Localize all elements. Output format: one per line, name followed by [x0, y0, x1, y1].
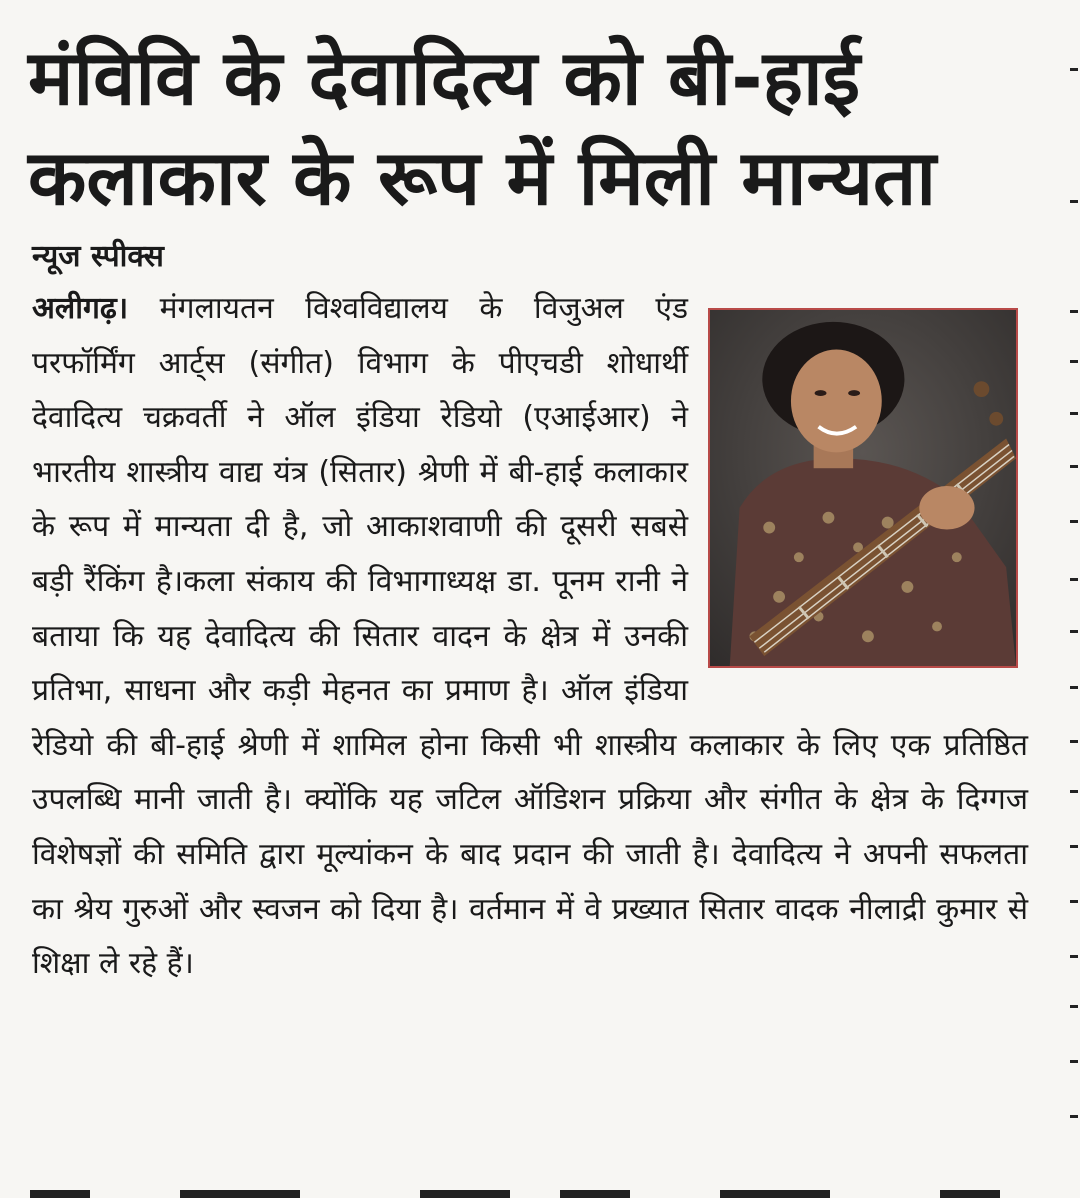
article-body-text: मंगलायतन विश्वविद्यालय के विजुअल एंड परफॉर्मिंग आर्ट्स (संगीत) विभाग के पीएचडी शोधार्थी देवादित्य चक्रवर्ती ने ऑल इंडिया रेडियो (एआईआर) ने भारतीय शास्त्रीय वाद्य यंत्र (सितार) श्रेणी में बी-हाई कलाकार के रूप में मान्यता दी है, जो आकाशवाणी की दूसरी सबसे बड़ी रैंकिंग है।कला संकाय की विभागाध्यक्ष डा. पूनम रानी ने बताया कि यह देवादित्य की सितार वादन के क्षेत्र में उनकी प्रतिभा, साधना और कड़ी मेहनत का प्रमाण है। ऑल इंडिया रेडियो की बी-हाई श्रेणी में शामिल होना किसी भी शास्त्रीय कलाकार के लिए एक प्रतिष्ठित उपलब्धि मानी जाती है। क्योंकि यह जटिल ऑडिशन प्रक्रिया और संगीत के क्षेत्र के दिग्गज विशेषज्ञों की समिति द्वारा मूल्यांकन के बाद प्रदान की जाती है। देवादित्य ने अपनी सफलता का श्रेय गुरुओं और स्वजन को दिया है। वर्तमान में वे प्रख्यात सितार वादक नीलाद्री कुमार से शिक्षा ले रहे हैं। [32, 291, 1028, 982]
headline-line-1: मंविवि के देवादित्य को बी-हाई [28, 33, 861, 122]
dateline: अलीगढ़। [32, 291, 129, 326]
headline-line-2: कलाकार के रूप में मिली मान्यता [28, 133, 937, 222]
byline: न्यूज स्पीक्स [32, 239, 164, 274]
sitar-player-image [710, 310, 1016, 666]
page-edge-marks [1066, 0, 1080, 1198]
next-article-cutoff [0, 1186, 1080, 1198]
headline [28, 28, 1048, 228]
article-photo [708, 308, 1018, 668]
